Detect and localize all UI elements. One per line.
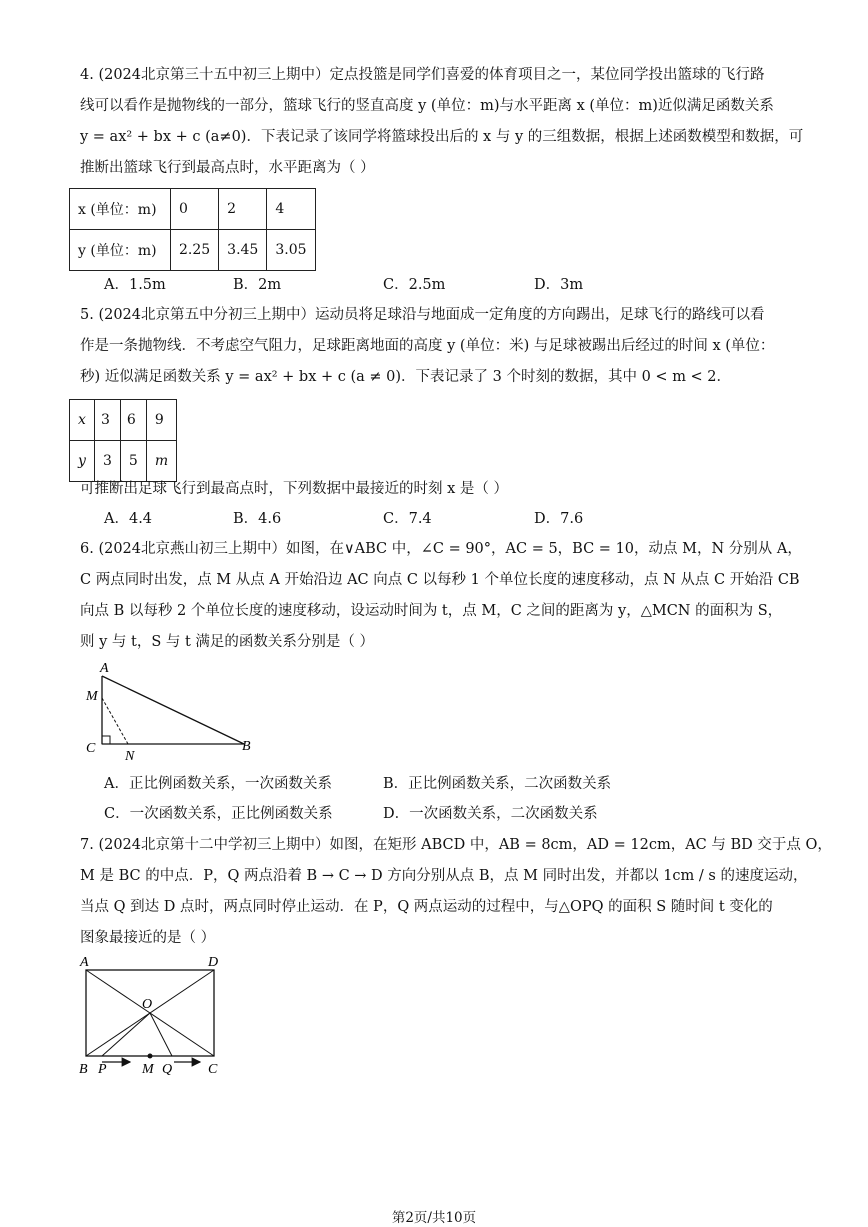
q5-line-4: 可推断出足球飞行到最高点时，下列数据中最接近的时刻 x 是（ ） [80,481,509,497]
q5-option-d: D．7.6 [534,511,584,527]
table-cell: 3 [95,441,121,482]
q4-option-b: B．2m [233,277,282,293]
q5-line-2: 作是一条抛物线．不考虑空气阻力，足球距离地面的高度 y (单位：米) 与足球被踢出后经过的时间 x (单位： [80,338,775,354]
q4-line-3: y = ax² + bx + c (a≠0)．下表记录了该同学将篮球投出后的 x 与 y 的三组数据，根据上述函数模型和数据，可 [80,129,804,145]
q7-line-2: M 是 BC 的中点．P，Q 两点沿着 B → C → D 方向分别从点 B，点 M 同时出发，并都以 1cm / s 的速度运动， [80,868,808,884]
table-cell: x (单位：m) [70,189,171,230]
q5-option-a: A．4.4 [104,511,153,527]
q6-option-c: C．一次函数关系，正比例函数关系 [104,806,333,822]
point-b-label: B [79,1062,88,1077]
point-o-label: O [142,997,153,1012]
q5-option-c: C．7.4 [383,511,432,527]
q4-option-d: D．3m [534,277,584,293]
q4-line-1: 4. (2024北京第三十五中初三上期中）定点投篮是同学们喜爱的体育项目之一，某位同学投出篮球的飞行路 [80,67,765,83]
point-c-label: C [208,1062,218,1077]
q5-line-1: 5. (2024北京第五中分初三上期中）运动员将足球沿与地面成一定角度的方向踢出，足球飞行的路线可以看 [80,307,765,323]
q4-line-2: 线可以看作是抛物线的一部分，篮球飞行的竖直高度 y (单位：m)与水平距离 x (单位：m)近似满足函数关系 [80,98,774,114]
table-cell: 4 [267,189,315,230]
table-cell: 3 [95,400,121,441]
q6-triangle-figure [78,658,268,762]
q6-line-4: 则 y 与 t，S 与 t 满足的函数关系分别是（ ） [80,634,375,650]
q6-option-d: D．一次函数关系，二次函数关系 [383,806,598,822]
q6-line-2: C 两点同时出发，点 M 从点 A 开始沿边 AC 向点 C 以每秒 1 个单位长度的速度移动，点 N 从点 C 开始沿 CB [80,572,800,588]
page-number-footer: 第2页/共10页 [391,1210,477,1226]
table-cell: 0 [171,189,219,230]
q5-data-table [69,399,177,482]
q4-data-table [69,188,316,271]
table-cell: x [70,400,95,441]
table-cell: m [146,441,176,482]
point-m-label: M [86,689,98,704]
q6-line-3: 向点 B 以每秒 2 个单位长度的速度移动，设运动时间为 t，点 M，C 之间的距离为 y，△MCN 的面积为 S， [80,603,783,619]
table-cell: 2 [219,189,267,230]
q6-option-a: A．正比例函数关系，一次函数关系 [104,776,332,792]
q4-option-a: A．1.5m [104,277,166,293]
point-p-label: P [98,1062,107,1077]
table-cell: 5 [120,441,146,482]
table-row [70,400,177,441]
table-row [70,441,177,482]
q6-line-1: 6. (2024北京燕山初三上期中）如图，在∨ABC 中，∠C = 90°，AC = 5，BC = 10，动点 M，N 分别从 A， [80,541,802,557]
table-cell: y (单位：m) [70,230,171,271]
table-cell: 6 [120,400,146,441]
point-d-label: D [208,955,219,970]
q7-rectangle-figure [74,952,234,1080]
point-b-label: B [242,739,251,754]
table-cell: 3.45 [219,230,267,271]
q5-option-b: B．4.6 [233,511,282,527]
point-a-label: A [80,955,89,970]
table-cell: y [70,441,95,482]
table-cell: 9 [146,400,176,441]
table-cell: 3.05 [267,230,315,271]
point-m-label: M [142,1062,154,1077]
q4-option-c: C．2.5m [383,277,446,293]
table-cell: 2.25 [171,230,219,271]
point-n-label: N [125,749,135,762]
table-row [70,230,316,271]
q7-line-1: 7. (2024北京第十二中学初三上期中）如图，在矩形 ABCD 中，AB = 8cm，AD = 12cm，AC 与 BD 交于点 O， [80,837,832,853]
point-q-label: Q [162,1062,173,1077]
q5-line-3: 秒) 近似满足函数关系 y = ax² + bx + c (a ≠ 0)．下表记录了 3 个时刻的数据，其中 0 < m < 2． [80,369,732,385]
q7-line-3: 当点 Q 到达 D 点时，两点同时停止运动．在 P，Q 两点运动的过程中，与△OPQ 的面积 S 随时间 t 变化的 [80,899,773,915]
table-row [70,189,316,230]
q7-line-4: 图象最接近的是（ ） [80,930,216,946]
q6-option-b: B．正比例函数关系，二次函数关系 [383,776,612,792]
point-a-label: A [100,661,109,676]
point-c-label: C [86,741,96,756]
q4-line-4: 推断出篮球飞行到最高点时，水平距离为（ ） [80,160,375,176]
